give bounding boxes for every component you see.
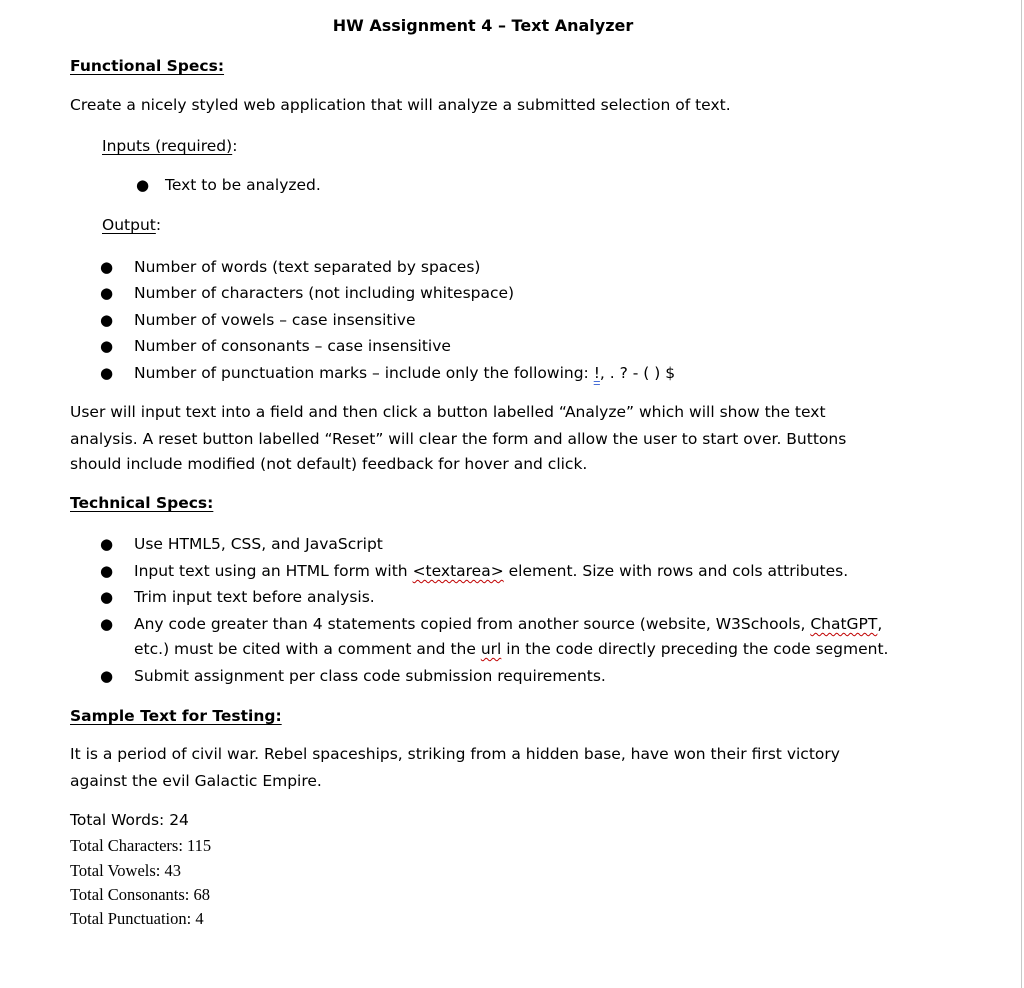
result-total-consonants: Total Consonants: 68 xyxy=(70,885,211,904)
bullet-icon: ● xyxy=(100,562,114,580)
inputs-label: Inputs (required) xyxy=(102,137,233,155)
sample-text-line: against the evil Galactic Empire. xyxy=(70,772,322,790)
bullet-icon: ● xyxy=(100,667,114,685)
output-item: Number of characters (not including whitespace) xyxy=(134,284,515,302)
technical-item: Use HTML5, CSS, and JavaScript xyxy=(134,535,383,553)
result-total-punctuation: Total Punctuation: 4 xyxy=(70,909,204,928)
paragraph-line: User will input text into a field and then click a button labelled “Analyze” which will show the text xyxy=(70,403,826,421)
output-colon: : xyxy=(155,216,162,234)
inputs-label-line xyxy=(102,136,237,156)
technical-item-text: , xyxy=(877,615,883,633)
bullet-icon: ● xyxy=(100,284,114,302)
result-total-characters: Total Characters: 115 xyxy=(70,836,212,855)
technical-item-text: Any code greater than 4 statements copied from another source (website, W3Schools, xyxy=(134,615,811,633)
paragraph-line: should include modified (not default) feedback for hover and click. xyxy=(70,455,588,473)
output-label: Output xyxy=(102,216,156,234)
paragraph-line: analysis. A reset button labelled “Reset” will clear the form and allow the user to start over. Buttons xyxy=(70,430,847,448)
bullet-icon: ● xyxy=(100,615,114,633)
output-item-punctuation xyxy=(134,363,675,383)
sample-text-heading: Sample Text for Testing: xyxy=(70,707,282,725)
technical-item: Submit assignment per class code submission requirements. xyxy=(134,667,606,685)
technical-item xyxy=(134,561,848,581)
bullet-icon: ● xyxy=(100,258,114,276)
bullet-icon: ● xyxy=(100,535,114,553)
technical-item: Trim input text before analysis. xyxy=(134,588,375,606)
punctuation-prefix: Number of punctuation marks – include only the following: xyxy=(134,364,594,382)
inputs-colon: : xyxy=(232,137,238,155)
result-total-vowels: Total Vowels: 43 xyxy=(70,861,181,880)
bullet-icon: ● xyxy=(100,588,114,606)
technical-item-text: etc.) must be cited with a comment and the xyxy=(134,640,481,658)
sample-text-line: It is a period of civil war. Rebel spaceships, striking from a hidden base, have won their first victory xyxy=(70,745,840,763)
functional-intro: Create a nicely styled web application that will analyze a submitted selection of text. xyxy=(70,96,731,114)
technical-item-text: in the code directly preceding the code segment. xyxy=(501,640,889,658)
bullet-icon: ● xyxy=(100,311,114,329)
functional-specs-heading: Functional Specs: xyxy=(70,57,225,75)
url-word: url xyxy=(480,640,502,658)
punctuation-rest: , . ? - ( ) $ xyxy=(599,364,676,382)
bullet-icon: ● xyxy=(136,176,150,194)
technical-item-text: element. Size with rows and cols attributes. xyxy=(503,562,849,580)
document-title: HW Assignment 4 – Text Analyzer xyxy=(332,16,634,35)
textarea-code: <textarea> xyxy=(412,562,504,580)
technical-item-continuation xyxy=(134,639,889,659)
output-item: Number of consonants – case insensitive xyxy=(134,337,451,355)
result-total-words: Total Words: 24 xyxy=(70,811,189,829)
technical-item-text: Input text using an HTML form with xyxy=(134,562,413,580)
bullet-icon: ● xyxy=(100,364,114,382)
output-item: Number of words (text separated by spaces) xyxy=(134,258,481,276)
technical-item xyxy=(134,614,882,634)
punctuation-exclamation: ! xyxy=(593,364,600,382)
input-item: Text to be analyzed. xyxy=(165,176,321,194)
output-label-line xyxy=(102,215,161,235)
output-item: Number of vowels – case insensitive xyxy=(134,311,416,329)
bullet-icon: ● xyxy=(100,337,114,355)
technical-specs-heading: Technical Specs: xyxy=(70,494,214,512)
chatgpt-word: ChatGPT xyxy=(810,615,878,633)
